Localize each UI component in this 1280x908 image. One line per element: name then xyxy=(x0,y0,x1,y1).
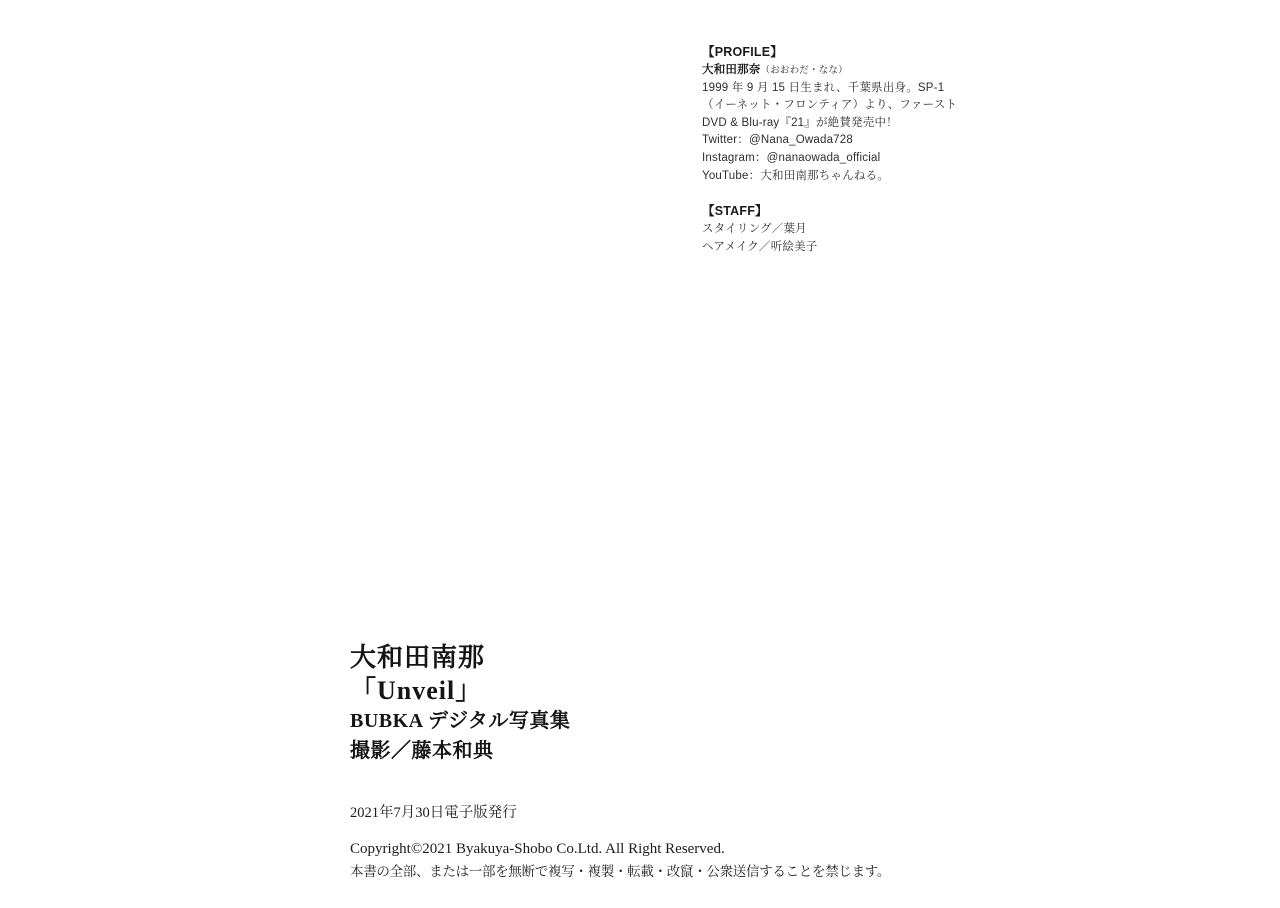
profile-line-agency: （イーネット・フロンティア）より、ファースト xyxy=(702,99,958,112)
profile-name-reading: （おおわだ・なな） xyxy=(760,65,848,76)
profile-header: 【PROFILE】 xyxy=(702,45,783,59)
title-block xyxy=(350,641,570,766)
publish-date: 2021年7月30日電子版発行 xyxy=(350,805,517,821)
staff-line-hairmake: ヘアメイク／听絵美子 xyxy=(702,240,818,253)
staff-line-styling: スタイリング／葉月 xyxy=(702,223,807,236)
profile-line-twitter: Twitter：@Nana_Owada728 xyxy=(702,134,853,147)
copyright-line: Copyright©2021 Byakuya-Shobo Co.Ltd. All Right Reserved. xyxy=(350,841,725,857)
book-title: 「Unveil」 xyxy=(350,676,483,705)
series-name: BUBKA デジタル写真集 xyxy=(350,710,571,732)
profile-name: 大和田那奈 xyxy=(702,64,761,76)
profile-line-birth: 1999 年 9 月 15 日生まれ、千葉県出身。SP-1 xyxy=(702,81,945,94)
profile-line-instagram: Instagram：@nanaowada_official xyxy=(702,151,881,164)
staff-header: 【STAFF】 xyxy=(702,204,768,219)
section-gap xyxy=(702,185,942,201)
model-name-title: 大和田南那 xyxy=(350,643,486,672)
profile-line-dvd: DVD & Blu-ray『21』が絶賛発売中！ xyxy=(702,116,898,129)
profile-name-line xyxy=(702,62,942,80)
profile-section xyxy=(702,42,958,256)
photographer-credit: 撮影／藤本和典 xyxy=(350,739,494,762)
profile-line-youtube: YouTube：大和田南那ちゃんねる。 xyxy=(702,169,889,182)
rights-notice: 本書の全部、または一部を無断で複写・複製・転載・改竄・公衆送信することを禁じます。 xyxy=(350,864,891,879)
